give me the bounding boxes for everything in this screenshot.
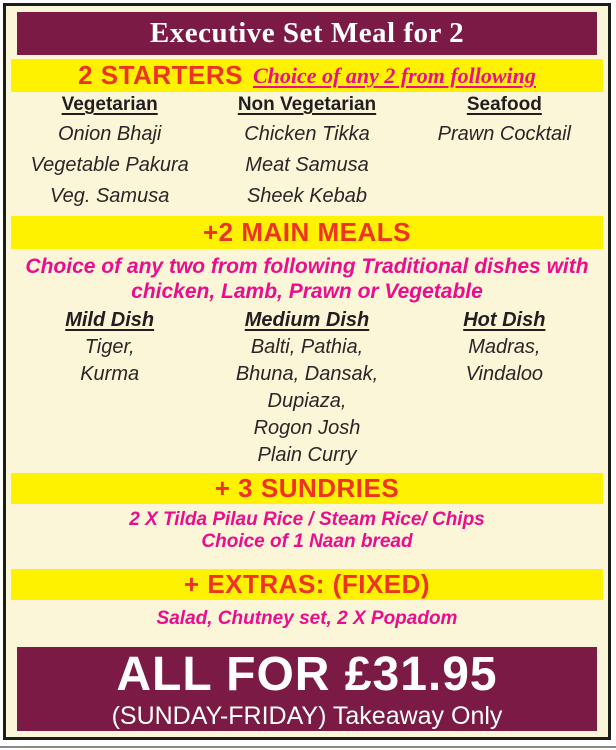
column-header: Hot Dish bbox=[463, 309, 546, 332]
sundries-heading: + 3 SUNDRIES bbox=[214, 473, 400, 504]
menu-panel bbox=[3, 3, 611, 740]
menu-item: Plain Curry bbox=[257, 444, 357, 467]
menu-item: Vegetable Pakura bbox=[30, 154, 189, 177]
extras-heading-bar bbox=[11, 569, 603, 600]
extras-heading: + EXTRAS: (FIXED) bbox=[183, 569, 431, 600]
extras-line1: Salad, Chutney set, 2 X Popadom bbox=[156, 608, 458, 630]
page-edge-line bbox=[0, 746, 616, 748]
sundries-note bbox=[11, 504, 603, 559]
menu-item: Madras, bbox=[468, 336, 541, 359]
menu-item: Vindaloo bbox=[465, 363, 544, 386]
main-meals-note bbox=[11, 249, 603, 307]
dishes-columns bbox=[11, 309, 603, 469]
price-subtitle: (SUNDAY-FRIDAY) Takeaway Only bbox=[111, 701, 503, 730]
column-header: Medium Dish bbox=[244, 309, 370, 332]
column-header: Mild Dish bbox=[65, 309, 155, 332]
menu-item: Chicken Tikka bbox=[244, 123, 370, 146]
starters-column-seafood bbox=[406, 94, 603, 212]
sundries-line2: Choice of 1 Naan bread bbox=[201, 531, 413, 553]
sundries-line1: 2 X Tilda Pilau Rice / Steam Rice/ Chips bbox=[129, 509, 485, 531]
menu-item: Rogon Josh bbox=[253, 417, 361, 440]
column-header: Seafood bbox=[466, 94, 542, 116]
main-meals-note-line1: Choice of any two from following Traditional dishes with bbox=[25, 255, 589, 279]
starters-column-non-vegetarian bbox=[208, 94, 405, 212]
menu-item: Balti, Pathia, bbox=[250, 336, 364, 359]
menu-item: Kurma bbox=[80, 363, 140, 386]
title-banner bbox=[17, 12, 597, 55]
dishes-column-hot bbox=[406, 309, 603, 469]
column-header: Vegetarian bbox=[61, 94, 158, 116]
price-banner bbox=[17, 647, 597, 731]
menu-item: Sheek Kebab bbox=[246, 185, 368, 208]
starters-column-vegetarian bbox=[11, 94, 208, 212]
main-meals-heading-bar bbox=[11, 216, 603, 249]
menu-title: Executive Set Meal for 2 bbox=[149, 17, 465, 50]
dishes-column-medium bbox=[208, 309, 405, 469]
menu-item: Veg. Samusa bbox=[50, 185, 170, 208]
price-text: ALL FOR £31.95 bbox=[116, 647, 498, 701]
menu-item: Dupiaza, bbox=[267, 390, 347, 413]
starters-heading-bar bbox=[11, 59, 603, 92]
extras-note bbox=[11, 600, 603, 643]
main-meals-note-line2: chicken, Lamb, Prawn or Vegetable bbox=[131, 280, 483, 304]
column-header: Non Vegetarian bbox=[237, 94, 377, 116]
menu-item: Onion Bhaji bbox=[57, 123, 162, 146]
menu-item: Bhuna, Dansak, bbox=[235, 363, 379, 386]
dishes-column-mild bbox=[11, 309, 208, 469]
sundries-heading-bar bbox=[11, 473, 603, 504]
starters-subheading: Choice of any 2 from following bbox=[252, 62, 536, 88]
starters-heading: 2 STARTERS bbox=[78, 60, 243, 91]
menu-item: Meat Samusa bbox=[245, 154, 369, 177]
main-meals-heading: +2 MAIN MEALS bbox=[202, 217, 412, 248]
starters-columns bbox=[11, 94, 603, 212]
menu-item: Tiger, bbox=[84, 336, 135, 359]
menu-item: Prawn Cocktail bbox=[437, 123, 572, 146]
